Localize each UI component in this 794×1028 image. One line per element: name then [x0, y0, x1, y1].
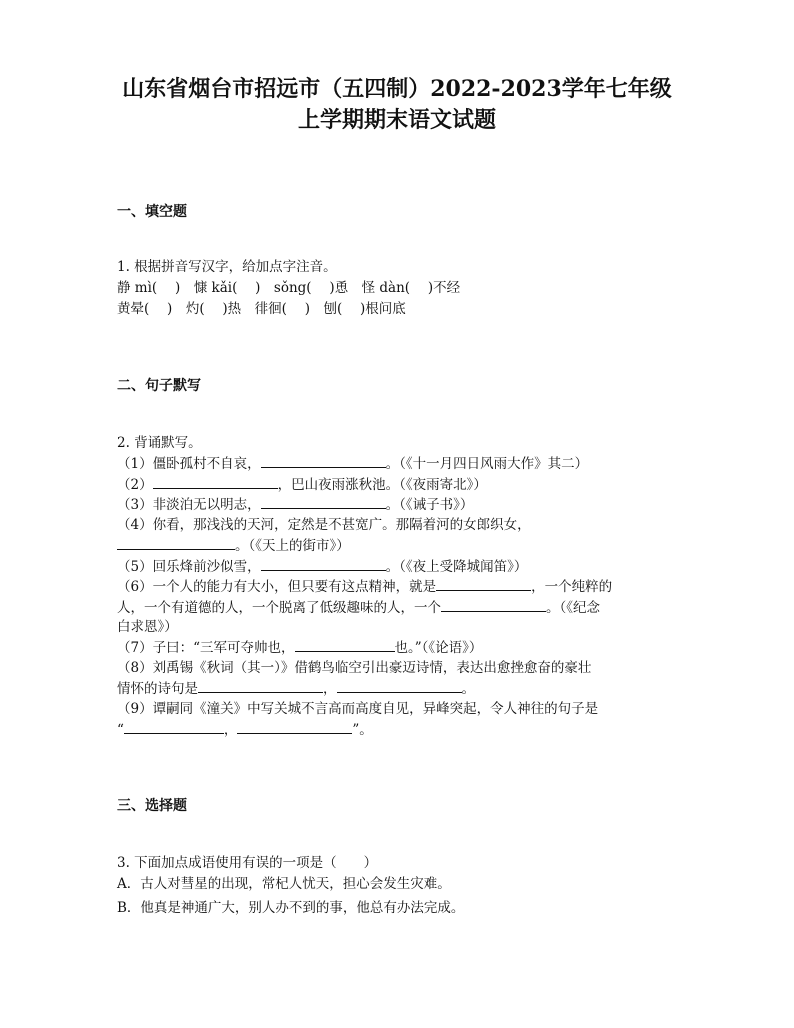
q1-row-1: 静 mì( ) 慷 kǎi( ) sǒng( )恿 怪 dàn( )不经	[117, 280, 461, 296]
answer-blank[interactable]	[261, 453, 386, 468]
answer-blank[interactable]	[337, 678, 462, 693]
q2-item-3	[117, 494, 473, 516]
q2-item-8: （8）刘禹锡《秋词（其一）》借鹤鸟临空引出豪迈诗情，表达出愈挫愈奋的豪壮	[117, 660, 592, 676]
q2-item-2-source: ，巴山夜雨涨秋池。（《夜雨寄北》）	[277, 477, 487, 493]
answer-blank[interactable]	[261, 494, 386, 509]
answer-blank[interactable]	[261, 556, 386, 571]
answer-blank[interactable]	[153, 474, 278, 489]
answer-blank[interactable]	[117, 535, 235, 550]
q2-item-6-text-d: 。（《纪念	[546, 600, 600, 616]
q2-item-4-cont	[117, 535, 350, 557]
q2-item-4: （4）你看，那浅浅的天河，定然是不甚宽广。那隔着河的女郎织女，	[117, 517, 531, 533]
q1-stem: 1. 根据拼音写汉字，给加点字注音。	[117, 259, 337, 275]
answer-blank[interactable]	[198, 678, 323, 693]
q2-item-6	[117, 576, 612, 598]
section-heading-fill-blank: 一、填空题	[117, 204, 187, 220]
q2-item-2-text: （2）	[117, 477, 153, 493]
q3-stem: 3. 下面加点成语使用有误的一项是（ ）	[117, 855, 378, 871]
q2-item-6-text-c: 人，一个有道德的人，一个脱离了低级趣味的人，一个	[117, 600, 441, 616]
q2-item-4-source: 。（《天上的街市》）	[235, 538, 350, 554]
q2-item-7-source: 也。”（《论语》）	[394, 640, 483, 656]
answer-blank[interactable]	[295, 637, 395, 652]
q2-stem: 2. 背诵默写。	[117, 435, 202, 451]
q2-item-9-open-quote: “	[117, 722, 124, 738]
q2-item-3-text: （3）非淡泊无以明志，	[117, 497, 261, 513]
section-heading-multiple-choice: 三、选择题	[117, 798, 187, 814]
q3-option-a[interactable]: A．古人对彗星的出现，常杞人忧天，担心会发生灾难。	[117, 876, 451, 892]
q2-item-5-source: 。（《夜上受降城闻笛》）	[385, 559, 528, 575]
q3-option-b[interactable]: B．他真是神通广大，别人办不到的事，他总有办法完成。	[117, 900, 465, 916]
q2-item-2	[117, 474, 487, 496]
q2-item-8-period: 。	[461, 681, 475, 697]
q2-item-1-source: 。（《十一月四日风雨大作》其二）	[385, 456, 589, 472]
q2-item-1-text: （1）僵卧孤村不自哀，	[117, 456, 261, 472]
answer-blank[interactable]	[124, 719, 224, 734]
title-line-2: 上学期期末语文试题	[297, 107, 496, 133]
q2-item-9-comma: ，	[223, 722, 238, 738]
q2-item-8-comma: ，	[323, 681, 337, 697]
q2-item-7	[117, 637, 482, 659]
q2-item-1	[117, 453, 588, 475]
q2-item-9: （9）谭嗣同《潼关》中写关城不言高而高度自见，异峰突起，令人神往的句子是	[117, 701, 599, 717]
q2-item-8-cont	[117, 678, 475, 700]
q2-item-3-source: 。（《诫子书》）	[385, 497, 474, 513]
q2-item-5	[117, 556, 527, 578]
q2-item-5-text: （5）回乐烽前沙似雪，	[117, 559, 261, 575]
answer-blank[interactable]	[441, 597, 546, 612]
q2-item-6-text-b: ，一个纯粹的	[531, 579, 613, 595]
document-title	[0, 74, 794, 136]
q2-item-8-text: 情怀的诗句是	[117, 681, 198, 697]
q2-item-9-cont	[117, 719, 373, 741]
q2-item-6-cont	[117, 597, 600, 619]
q2-item-9-close-quote: ”。	[352, 722, 373, 738]
section-heading-dictation: 二、句子默写	[117, 378, 201, 394]
title-line-1: 山东省烟台市招远市（五四制）2022-2023学年七年级	[122, 76, 672, 102]
answer-blank[interactable]	[237, 719, 352, 734]
q1-row-2: 黄晕( ) 灼( )热 徘徊( ) 刨( )根问底	[117, 301, 406, 317]
answer-blank[interactable]	[436, 576, 531, 591]
q2-item-6-text: （6）一个人的能力有大小，但只要有这点精神，就是	[117, 579, 437, 595]
q2-item-7-text: （7）子曰：“三军可夺帅也，	[117, 640, 295, 656]
q2-item-6-source: 白求恩》）	[117, 619, 178, 635]
